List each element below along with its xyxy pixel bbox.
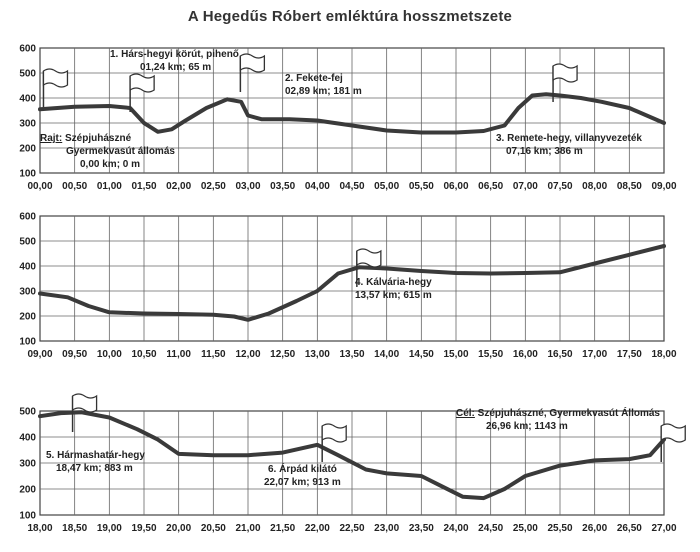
x-tick-label: 09,50 [62,349,88,360]
x-tick-label: 22,50 [339,523,365,534]
x-tick-label: 18,50 [62,523,88,534]
checkpoint-label: Cél: Szépjuhászné, Gyermekvasút Állomás [456,408,660,419]
x-tick-label: 05,50 [408,181,434,192]
x-tick-label: 06,50 [478,181,504,192]
x-tick-label: 18,00 [651,349,677,360]
x-tick-label: 10,50 [131,349,157,360]
checkpoint-label: 07,16 km; 386 m [506,146,583,157]
x-tick-label: 05,00 [374,181,400,192]
checkpoint-label: 0,00 km; 0 m [80,159,141,170]
x-tick-label: 22,00 [304,523,330,534]
y-tick-label: 400 [19,432,36,444]
checkpoint-label: 18,47 km; 883 m [56,463,133,474]
x-tick-label: 18,00 [27,523,53,534]
x-tick-label: 15,50 [478,349,504,360]
y-tick-label: 500 [19,406,36,418]
checkpoint-label: 22,07 km; 913 m [264,477,341,488]
x-tick-label: 07,00 [512,181,538,192]
x-tick-label: 21,50 [270,523,296,534]
y-tick-label: 100 [19,168,36,180]
x-tick-label: 14,50 [408,349,434,360]
x-tick-label: 17,50 [616,349,642,360]
chart-title: A Hegedűs Róbert emléktúra hosszmetszete [187,8,513,25]
checkpoint-label: 2. Fekete-fej [285,73,343,84]
x-tick-label: 08,00 [582,181,608,192]
profile-panel-2 [19,212,677,361]
x-tick-label: 13,00 [304,349,330,360]
x-tick-label: 01,00 [96,181,122,192]
checkpoint-flag-icon [661,424,685,462]
checkpoint-label: Gyermekvasút állomás [66,146,175,157]
x-tick-label: 12,50 [270,349,296,360]
x-tick-label: 00,50 [62,181,88,192]
x-tick-label: 12,00 [235,349,261,360]
x-tick-label: 19,00 [96,523,122,534]
y-tick-label: 600 [19,211,36,223]
x-tick-label: 02,50 [200,181,226,192]
y-tick-label: 200 [19,311,36,323]
x-tick-label: 23,00 [374,523,400,534]
x-tick-label: 16,50 [547,349,573,360]
x-tick-label: 16,00 [512,349,538,360]
checkpoint-label: 3. Remete-hegy, villanyvezeték [496,133,642,144]
y-tick-label: 500 [19,236,36,248]
x-tick-label: 25,00 [512,523,538,534]
checkpoint-label: 1. Hárs-hegyi körút, pihenő [110,49,239,60]
x-tick-label: 21,00 [235,523,261,534]
checkpoint-label: Rajt: Szépjuhászné [40,133,132,144]
y-tick-label: 400 [19,261,36,273]
x-tick-label: 24,00 [443,523,469,534]
y-tick-label: 300 [19,118,36,130]
checkpoint-label: 26,96 km; 1143 m [486,421,568,432]
checkpoint-label: 6. Árpád kilátó [268,464,337,475]
x-tick-label: 04,50 [339,181,365,192]
y-tick-label: 400 [19,93,36,105]
profile-panel-3 [19,394,685,534]
y-tick-label: 100 [19,510,36,522]
x-tick-label: 20,00 [166,523,192,534]
x-tick-label: 00,00 [27,181,53,192]
checkpoint-label: 5. Hármashatár-hegy [46,450,145,461]
y-tick-label: 600 [19,43,36,55]
y-tick-label: 500 [19,68,36,80]
x-tick-label: 25,50 [547,523,573,534]
x-tick-label: 15,00 [443,349,469,360]
checkpoint-label: 01,24 km; 65 m [140,62,212,73]
y-tick-label: 300 [19,286,36,298]
x-tick-label: 04,00 [304,181,330,192]
x-tick-label: 03,50 [270,181,296,192]
x-tick-label: 14,00 [374,349,400,360]
x-tick-label: 11,00 [166,349,191,360]
x-tick-label: 27,00 [651,523,677,534]
x-tick-label: 26,50 [616,523,642,534]
x-tick-label: 02,00 [166,181,192,192]
x-tick-label: 24,50 [478,523,504,534]
x-tick-label: 23,50 [408,523,434,534]
y-tick-label: 200 [19,143,36,155]
flag-cloth [73,394,97,412]
x-tick-label: 08,50 [616,181,642,192]
x-tick-label: 07,50 [547,181,573,192]
x-tick-label: 06,00 [443,181,469,192]
x-tick-label: 03,00 [235,181,261,192]
x-tick-label: 11,50 [201,349,226,360]
x-tick-label: 13,50 [339,349,365,360]
x-tick-label: 09,00 [651,181,677,192]
x-tick-label: 17,00 [582,349,608,360]
x-tick-label: 26,00 [582,523,608,534]
x-tick-label: 10,00 [96,349,122,360]
x-tick-label: 09,00 [27,349,53,360]
x-tick-label: 19,50 [131,523,157,534]
x-tick-label: 01,50 [131,181,157,192]
checkpoint-label: 13,57 km; 615 m [355,290,432,301]
y-tick-label: 300 [19,458,36,470]
checkpoint-label: 4. Kálvária-hegy [355,277,432,288]
y-tick-label: 200 [19,484,36,496]
y-tick-label: 100 [19,336,36,348]
x-tick-label: 20,50 [200,523,226,534]
checkpoint-label: 02,89 km; 181 m [285,86,362,97]
profile-panel-1 [19,44,677,193]
